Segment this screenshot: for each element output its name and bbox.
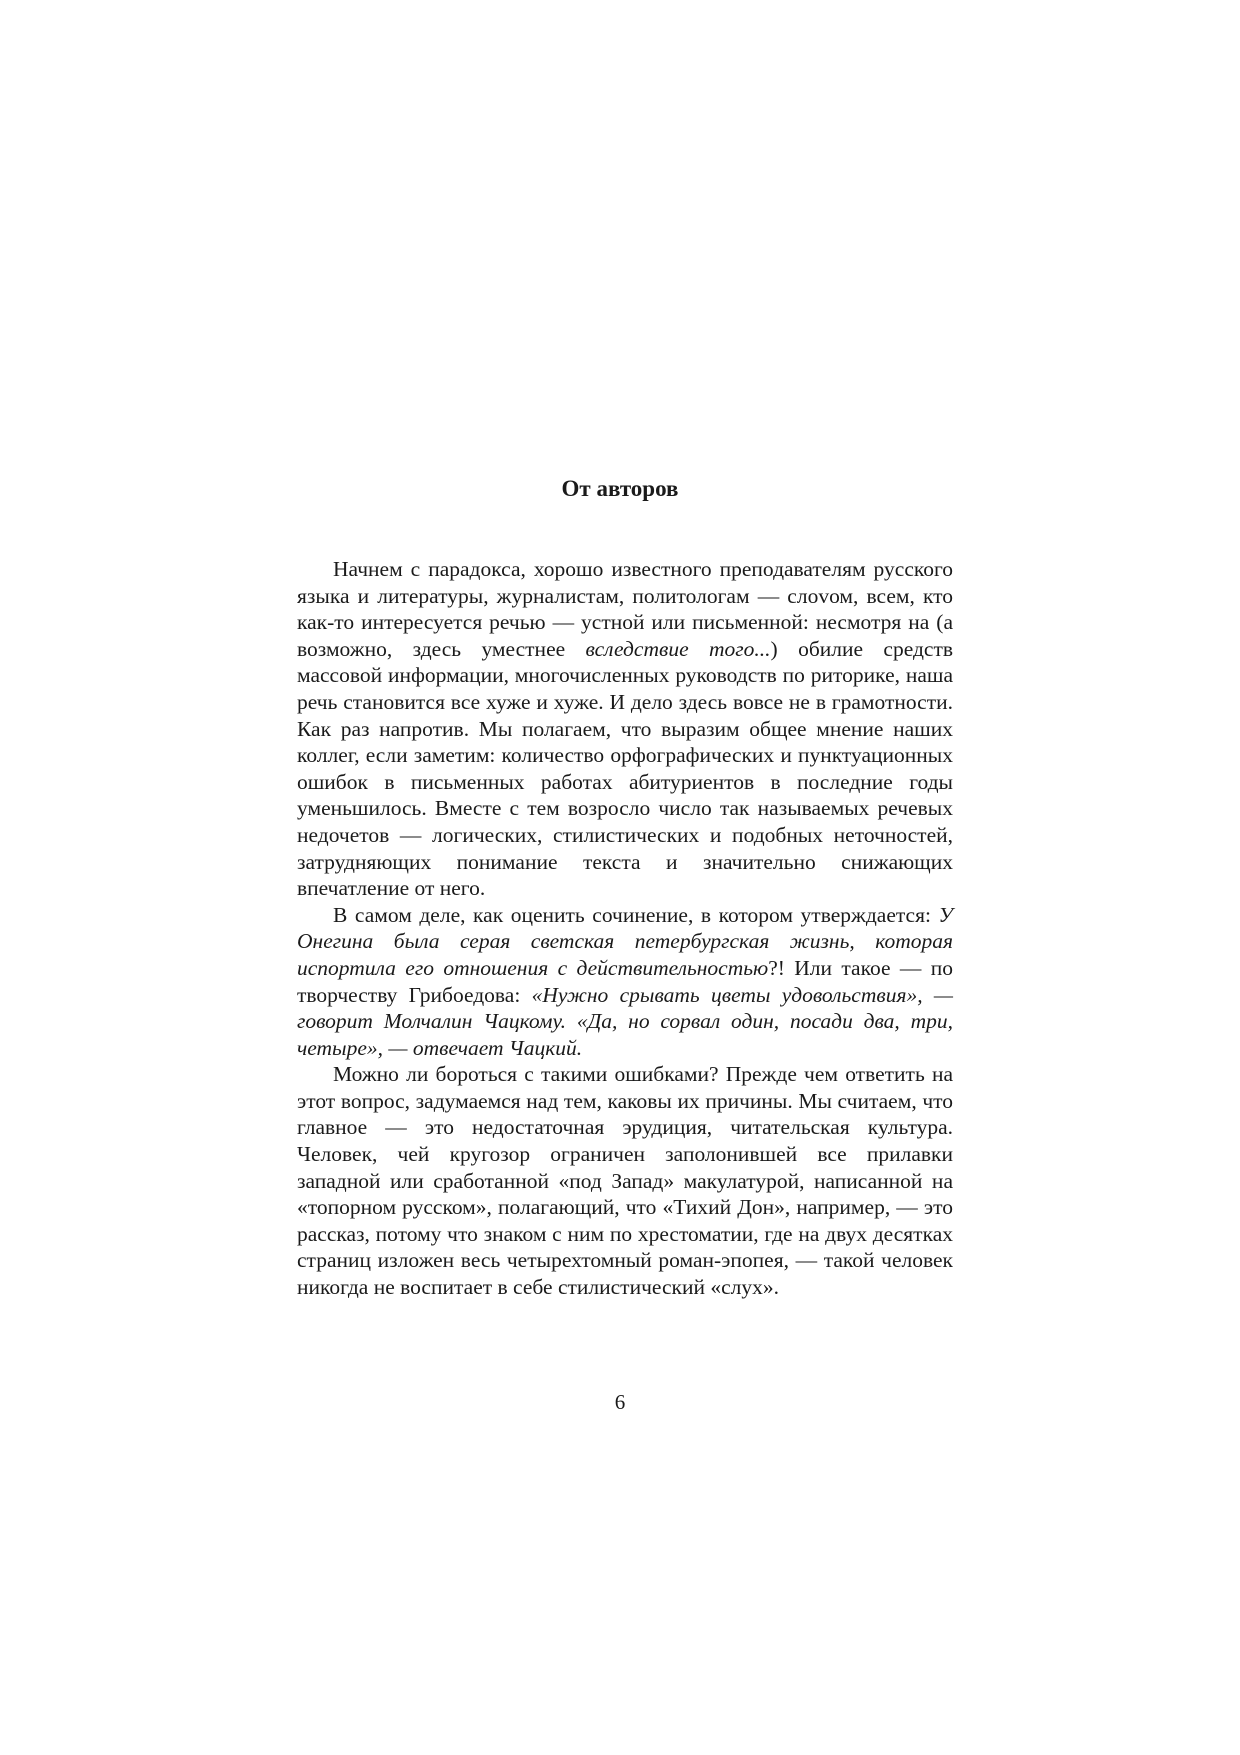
- paragraph-2-segment-2: У Онегина была серая светская петербургская жизнь, которая испортила его отношения с действительностью: [297, 902, 953, 980]
- paragraph-3: [297, 1061, 953, 1300]
- paragraph-2: [297, 902, 953, 1062]
- chapter-heading: От авторов: [561, 476, 679, 501]
- paragraph-1: [297, 556, 953, 902]
- paragraph-1-segment-2: вследствие того...: [585, 636, 771, 661]
- paragraph-2-segment-4: «Нужно срывать цветы удовольствия», — говорит Молчалин Чацкому. «Да, но сорвал один, посади два, три, четыре», — отвечает Чацкий.: [297, 982, 953, 1060]
- paragraph-3-segment-1: Можно ли бороться с такими ошибками? Прежде чем ответить на этот вопрос, задумаемся над тем, каковы их причины. Мы считаем, что главное — это недостаточная эрудиция, читательская культура. Человек, чей кругозор ограничен заполонившей все прилавки западной или сработанной «под Запад» макулатурой, написанной на «топорном русском», полагающий, что «Тихий Дон», например, — это рассказ, потому что знаком с ним по хрестоматии, где на двух десятках страниц изложен весь четырехтомный роман-эпопея, — такой человек никогда не воспитает в себе стилистический «слух».: [297, 1062, 953, 1300]
- page-number: 6: [614, 1390, 626, 1414]
- paragraph-2-segment-1: В самом деле, как оценить сочинение, в котором утверждается:: [333, 902, 939, 927]
- paragraph-1-segment-1: Начнем с парадокса, хорошо известного преподавателям русского языка и литературы, журналистам, политологам — слоvом, всем, кто как-то интересуется речью — устной или письменной: несмотря на (а возможно, здесь уместнее: [297, 557, 953, 661]
- paragraph-2-segment-3: ?! Или такое — по творчеству Грибоедова:: [297, 955, 953, 1007]
- paragraph-1-segment-3: ) обилие средств массовой информации, многочисленных руководств по риторике, наша речь становится все хуже и хуже. И дело здесь вовсе не в грамотности. Как раз напротив. Мы полагаем, что выразим общее мнение наших коллег, если заметим: количество орфографических и пунктуационных ошибок в письменных работах абитуриентов в последние годы уменьшилось. Вместе с тем возросло число так называемых речевых недочетов — логических, стилистических и подобных неточностей, затрудняющих понимание текста и значительно снижающих впечатление от него.: [297, 636, 953, 901]
- body-text: [297, 556, 953, 1301]
